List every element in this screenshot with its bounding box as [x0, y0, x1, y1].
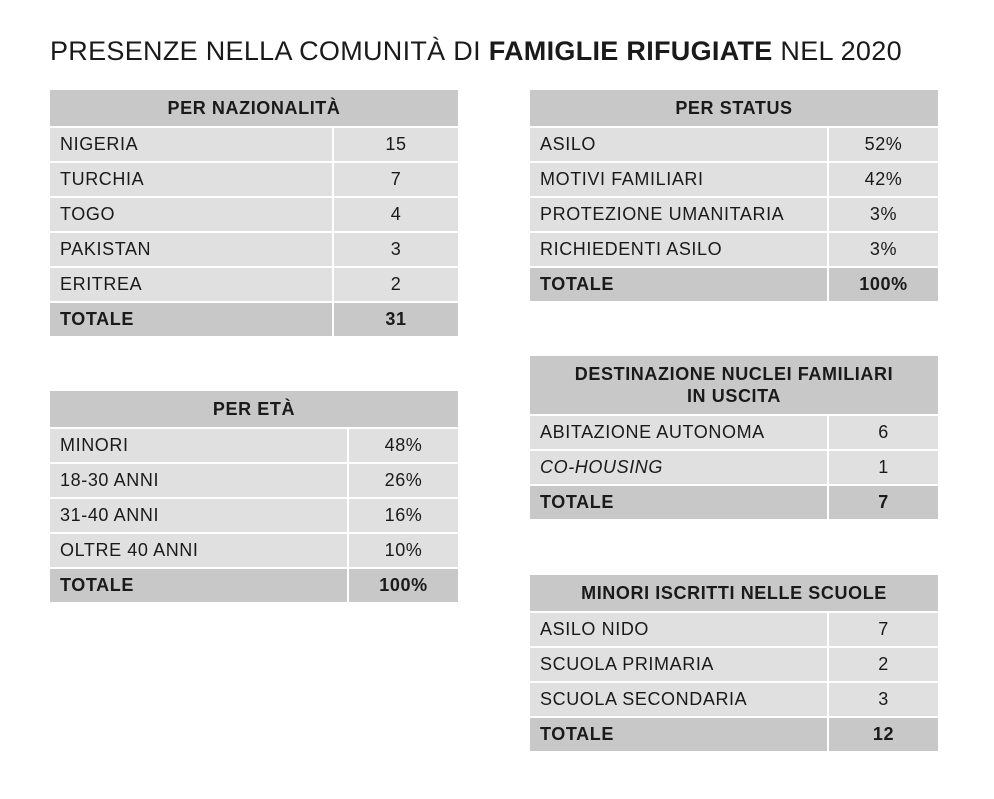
row-label: MOTIVI FAMILIARI: [530, 162, 828, 197]
row-value: 26%: [348, 463, 458, 498]
row-value: 3: [828, 682, 938, 717]
title-bold: FAMIGLIE RIFUGIATE: [488, 36, 773, 66]
table-status: [530, 90, 938, 301]
total-value: 7: [828, 485, 938, 519]
table-header: [530, 356, 938, 415]
table-row: [50, 162, 458, 197]
row-value: 3: [333, 232, 458, 267]
row-value: 10%: [348, 533, 458, 568]
row-label: PAKISTAN: [50, 232, 333, 267]
table-destinazione: [530, 356, 938, 519]
row-value: 42%: [828, 162, 938, 197]
row-label: NIGERIA: [50, 127, 333, 162]
total-label: TOTALE: [530, 717, 828, 751]
total-value: 31: [333, 302, 458, 336]
row-value: 7: [333, 162, 458, 197]
row-value: 6: [828, 415, 938, 450]
total-label: TOTALE: [50, 568, 348, 602]
row-label: ASILO: [530, 127, 828, 162]
table-row: [530, 415, 938, 450]
header-line-1: DESTINAZIONE NUCLEI FAMILIARI: [574, 364, 894, 384]
row-value: 16%: [348, 498, 458, 533]
row-value: 3%: [828, 232, 938, 267]
table-row: [50, 197, 458, 232]
row-label: ABITAZIONE AUTONOMA: [530, 415, 828, 450]
row-label: ERITREA: [50, 267, 333, 302]
title-post: NEL 2020: [772, 36, 902, 66]
row-value: 2: [828, 647, 938, 682]
table-row: [50, 428, 458, 463]
total-label: TOTALE: [530, 267, 828, 301]
total-row: [530, 717, 938, 751]
total-row: [530, 485, 938, 519]
table-row: [50, 533, 458, 568]
table-row: [530, 682, 938, 717]
table-row: [50, 463, 458, 498]
row-label: 18-30 ANNI: [50, 463, 348, 498]
row-value: 7: [828, 612, 938, 647]
table-header: PER NAZIONALITÀ: [50, 90, 458, 127]
row-label: OLTRE 40 ANNI: [50, 533, 348, 568]
table-row: [530, 162, 938, 197]
row-value: 2: [333, 267, 458, 302]
row-value: 48%: [348, 428, 458, 463]
row-label: ASILO NIDO: [530, 612, 828, 647]
table-row: [530, 450, 938, 485]
row-value: 15: [333, 127, 458, 162]
total-value: 100%: [348, 568, 458, 602]
row-label: MINORI: [50, 428, 348, 463]
row-label: SCUOLA PRIMARIA: [530, 647, 828, 682]
row-value: 3%: [828, 197, 938, 232]
table-header: MINORI ISCRITTI NELLE SCUOLE: [530, 575, 938, 612]
header-line-2: IN USCITA: [686, 386, 782, 406]
table-header: PER STATUS: [530, 90, 938, 127]
row-label: TOGO: [50, 197, 333, 232]
total-value: 12: [828, 717, 938, 751]
table-scuole: [530, 575, 938, 751]
table-row: [530, 127, 938, 162]
table-row: [530, 197, 938, 232]
table-header: PER ETÀ: [50, 391, 458, 428]
row-label: PROTEZIONE UMANITARIA: [530, 197, 828, 232]
table-row: [50, 267, 458, 302]
row-label: SCUOLA SECONDARIA: [530, 682, 828, 717]
table-nazionalita: [50, 90, 458, 336]
total-row: [530, 267, 938, 301]
row-value: 52%: [828, 127, 938, 162]
table-row: [530, 612, 938, 647]
table-row: [50, 232, 458, 267]
table-row: [530, 232, 938, 267]
row-label: TURCHIA: [50, 162, 333, 197]
row-label: RICHIEDENTI ASILO: [530, 232, 828, 267]
total-row: [50, 302, 458, 336]
total-value: 100%: [828, 267, 938, 301]
total-label: TOTALE: [50, 302, 333, 336]
table-row: [50, 498, 458, 533]
total-row: [50, 568, 458, 602]
row-label: 31-40 ANNI: [50, 498, 348, 533]
row-value: 4: [333, 197, 458, 232]
row-label: CO-HOUSING: [530, 450, 828, 485]
page-title: [50, 36, 950, 67]
title-pre: PRESENZE NELLA COMUNITÀ DI: [50, 36, 489, 66]
table-row: [530, 647, 938, 682]
table-eta: [50, 391, 458, 602]
total-label: TOTALE: [530, 485, 828, 519]
row-value: 1: [828, 450, 938, 485]
table-row: [50, 127, 458, 162]
